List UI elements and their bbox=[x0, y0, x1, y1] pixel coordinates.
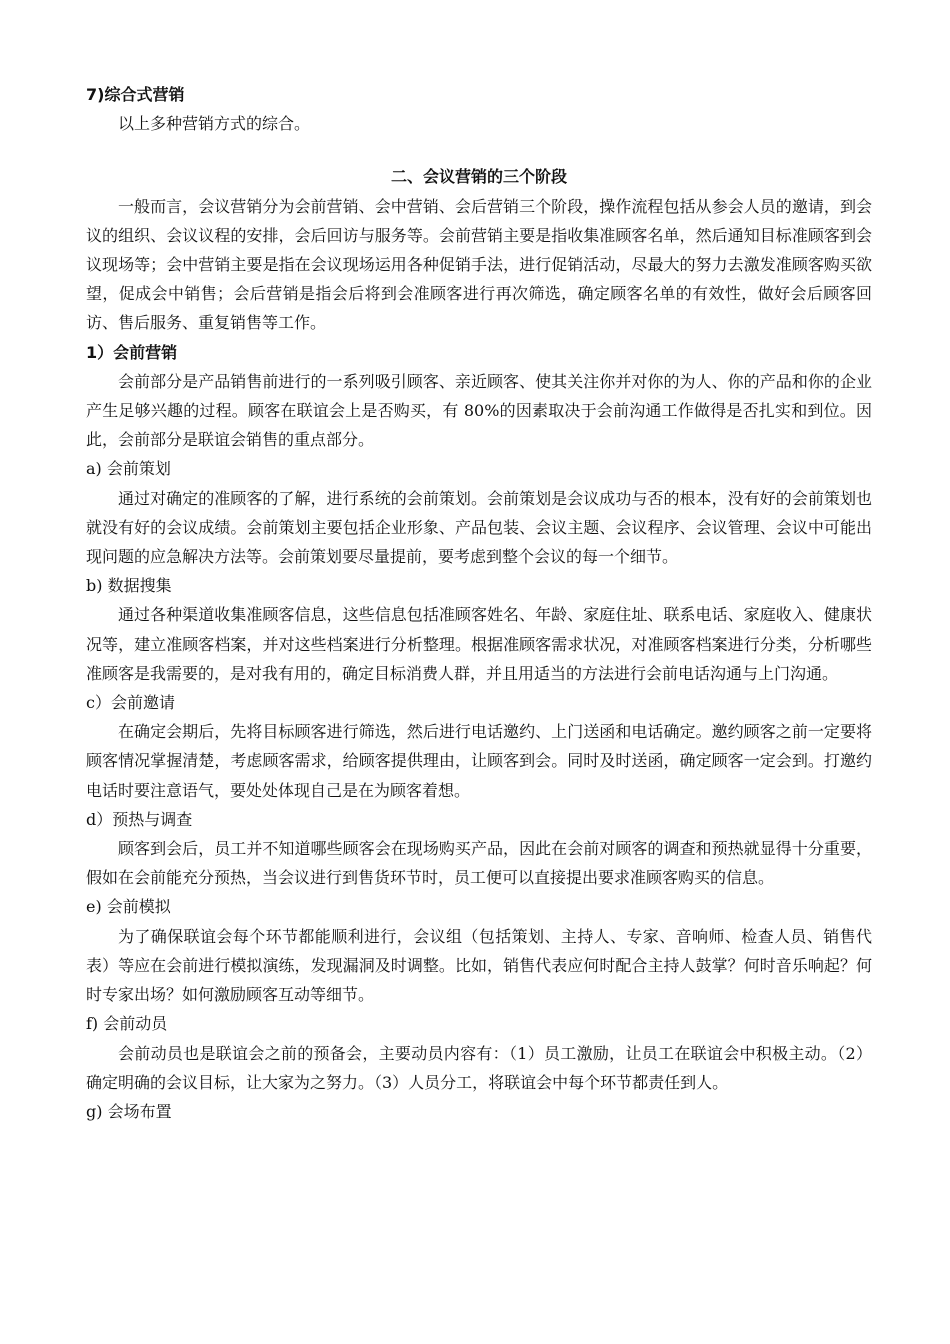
item-a-heading: a) 会前策划 bbox=[86, 459, 171, 479]
item-g-heading: g) 会场布置 bbox=[86, 1101, 172, 1121]
item-d-heading: d）预热与调查 bbox=[86, 809, 193, 829]
item-d-body: 顾客到会后，员工并不知道哪些顾客会在现场购买产品，因此在会前对顾客的调查和预热就显得十分重要，假如在会前能充分预热，当会议进行到售货环节时，员工便可以直接提出要求准顾客购买的信息。 bbox=[86, 839, 872, 888]
document-page bbox=[86, 80, 872, 1126]
part-2-intro-paragraph: 一般而言，会议营销分为会前营销、会中营销、会后营销三个阶段，操作流程包括从参会人员的邀请，到会议的组织、会议议程的安排，会后回访与服务等。会前营销主要是指收集准顾客名单，然后通知目标准顾客到会议现场等；会中营销主要是指在会议现场运用各种促销手法，进行促销活动，尽最大的努力去激发准顾客购买欲望，促成会中销售；会后营销是指会后将到会准顾客进行再次筛选，确定顾客名单的有效性，做好会后顾客回访、售后服务、重复销售等工作。 bbox=[86, 196, 872, 333]
part-2-title: 二、会议营销的三个阶段 bbox=[390, 167, 567, 187]
spacer bbox=[86, 138, 872, 162]
subsection-1-heading: 1）会前营销 bbox=[86, 342, 178, 362]
item-c-heading: c）会前邀请 bbox=[86, 693, 175, 713]
item-e-heading: e) 会前模拟 bbox=[86, 897, 171, 917]
item-f-body: 会前动员也是联谊会之前的预备会，主要动员内容有：（1）员工激励，让员工在联谊会中积极主动。（2）确定明确的会议目标，让大家为之努力。（3）人员分工，将联谊会中每个环节都责任到人。 bbox=[86, 1043, 872, 1092]
item-c-body: 在确定会期后，先将目标顾客进行筛选，然后进行电话邀约、上门送函和电话确定。邀约顾客之前一定要将顾客情况掌握清楚，考虑顾客需求，给顾客提供理由，让顾客到会。同时及时送函，确定顾客一定会到。打邀约电话时要注意语气，要处处体现自己是在为顾客着想。 bbox=[86, 722, 872, 800]
subsection-1-body: 会前部分是产品销售前进行的一系列吸引顾客、亲近顾客、使其关注你并对你的为人、你的产品和你的企业产生足够兴趣的过程。顾客在联谊会上是否购买，有 80%的因素取决于会前沟通工作做得是否扎实和到位。因此，会前部分是联谊会销售的重点部分。 bbox=[86, 371, 872, 450]
item-a-body: 通过对确定的准顾客的了解，进行系统的会前策划。会前策划是会议成功与否的根本，没有好的会前策划也就没有好的会议成绩。会前策划主要包括企业形象、产品包装、会议主题、会议程序、会议管理、会议中可能出现问题的应急解决方法等。会前策划要尽量提前，要考虑到整个会议的每一个细节。 bbox=[86, 488, 872, 567]
item-b-body: 通过各种渠道收集准顾客信息，这些信息包括准顾客姓名、年龄、家庭住址、联系电话、家庭收入、健康状况等，建立准顾客档案，并对这些档案进行分析整理。根据准顾客需求状况，对准顾客档案进行分类，分析哪些准顾客是我需要的，是对我有用的，确定目标消费人群，并且用适当的方法进行会前电话沟通与上门沟通。 bbox=[86, 605, 872, 683]
section-7-heading: 7)综合式营销 bbox=[86, 85, 185, 104]
item-f-heading: f) 会前动员 bbox=[86, 1014, 168, 1034]
item-b-heading: b) 数据搜集 bbox=[86, 576, 172, 596]
section-7-body: 以上多种营销方式的综合。 bbox=[118, 114, 311, 134]
item-e-body: 为了确保联谊会每个环节都能顺利进行，会议组（包括策划、主持人、专家、音响师、检查人员、销售代表）等应在会前进行模拟演练，发现漏洞及时调整。比如，销售代表应何时配合主持人鼓掌？何时音乐响起？何时专家出场？如何激励顾客互动等细节。 bbox=[86, 926, 872, 1005]
